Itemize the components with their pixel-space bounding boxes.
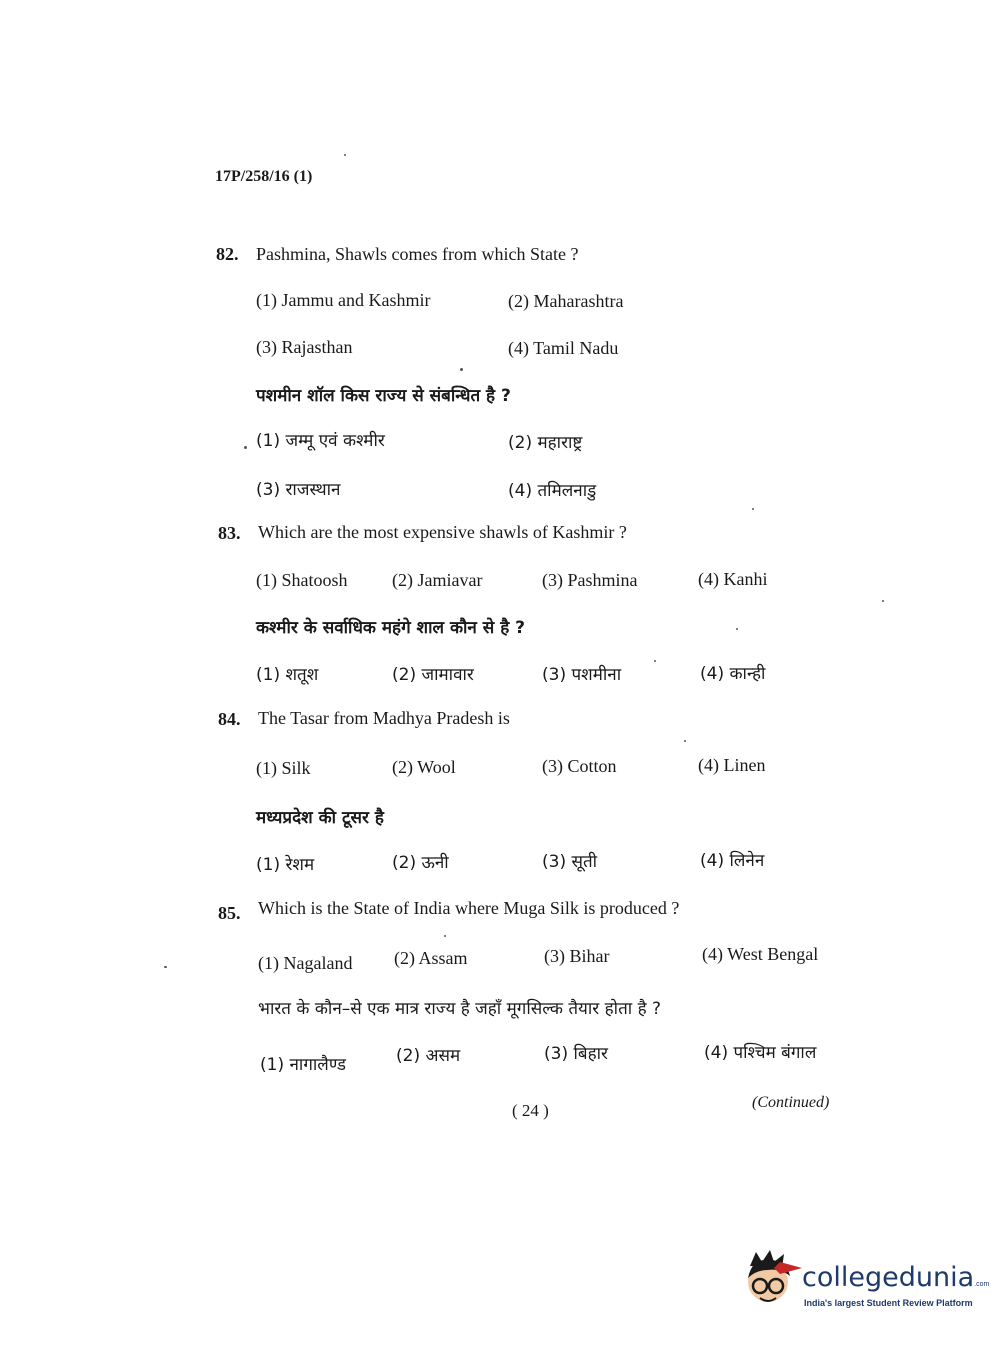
scan-speck bbox=[460, 368, 463, 371]
scan-speck bbox=[882, 600, 884, 602]
question-text-hi: भारत के कौन–से एक मात्र राज्य है जहाँ मूगसिल्क तैयार होता है ? bbox=[258, 999, 662, 1019]
scan-speck bbox=[684, 740, 686, 742]
question-number: 84. bbox=[218, 709, 241, 729]
option-hi-3: (3) सूती bbox=[542, 852, 598, 872]
page-number: ( 24 ) bbox=[512, 1101, 549, 1120]
option-en-4: (4) Kanhi bbox=[698, 569, 768, 589]
option-en-1: (1) Nagaland bbox=[258, 953, 353, 973]
option-hi-2: (2) जामावार bbox=[392, 665, 474, 685]
scan-speck bbox=[654, 660, 656, 662]
scan-speck bbox=[164, 966, 167, 968]
option-hi-1: (1) जम्मू एवं कश्मीर bbox=[256, 431, 385, 451]
question-text-hi: कश्मीर के सर्वाधिक महंगे शाल कौन से है ? bbox=[256, 618, 525, 638]
option-hi-2: (2) महाराष्ट्र bbox=[508, 433, 583, 453]
question-text-hi: पशमीन शॉल किस राज्य से संबन्धित है ? bbox=[256, 386, 511, 406]
option-en-4: (4) West Bengal bbox=[702, 944, 819, 964]
question-text-en: Which are the most expensive shawls of Kashmir ? bbox=[258, 522, 627, 542]
option-hi-4: (4) पश्चिम बंगाल bbox=[704, 1043, 817, 1063]
question-text-en: Which is the State of India where Muga Silk is produced ? bbox=[258, 898, 680, 918]
scan-speck bbox=[752, 508, 754, 510]
option-hi-2: (2) असम bbox=[396, 1046, 461, 1066]
option-en-1: (1) Silk bbox=[256, 758, 311, 778]
brand-tagline: India's largest Student Review Platform bbox=[804, 1298, 973, 1308]
question-text-hi: मध्यप्रदेश की टूसर है bbox=[256, 808, 384, 828]
option-en-3: (3) Pashmina bbox=[542, 570, 638, 590]
option-hi-3: (3) राजस्थान bbox=[256, 480, 341, 500]
option-hi-3: (3) बिहार bbox=[544, 1044, 608, 1064]
option-hi-4: (4) कान्ही bbox=[700, 664, 766, 684]
option-hi-1: (1) नागालैण्ड bbox=[260, 1055, 346, 1075]
option-en-3: (3) Rajasthan bbox=[256, 337, 353, 357]
question-text-en: Pashmina, Shawls comes from which State ? bbox=[256, 244, 579, 264]
scan-speck bbox=[344, 154, 346, 156]
option-en-2: (2) Jamiavar bbox=[392, 570, 483, 590]
question-number: 83. bbox=[218, 523, 241, 543]
option-en-2: (2) Wool bbox=[392, 757, 456, 777]
option-en-2: (2) Assam bbox=[394, 948, 468, 968]
question-number: 85. bbox=[218, 903, 241, 923]
continued-label: (Continued) bbox=[752, 1094, 830, 1111]
brand-suffix: .com bbox=[974, 1281, 990, 1288]
option-en-1: (1) Shatoosh bbox=[256, 570, 348, 590]
question-text-en: The Tasar from Madhya Pradesh is bbox=[258, 708, 510, 728]
paper-code: 17P/258/16 (1) bbox=[215, 168, 313, 185]
question-number: 82. bbox=[216, 244, 239, 264]
option-en-2: (2) Maharashtra bbox=[508, 291, 624, 311]
option-en-4: (4) Tamil Nadu bbox=[508, 338, 619, 358]
scan-speck bbox=[244, 446, 247, 449]
option-hi-1: (1) शतूश bbox=[256, 665, 319, 685]
scan-speck bbox=[736, 628, 738, 630]
option-hi-3: (3) पशमीना bbox=[542, 665, 622, 685]
mascot-icon bbox=[740, 1248, 802, 1312]
option-hi-4: (4) लिनेन bbox=[700, 851, 765, 871]
option-hi-2: (2) ऊनी bbox=[392, 853, 449, 873]
brand-name: collegedunia bbox=[802, 1262, 975, 1293]
option-en-1: (1) Jammu and Kashmir bbox=[256, 290, 431, 310]
scan-speck bbox=[444, 935, 446, 937]
option-en-3: (3) Cotton bbox=[542, 756, 617, 776]
option-hi-1: (1) रेशम bbox=[256, 855, 315, 875]
option-en-3: (3) Bihar bbox=[544, 946, 610, 966]
option-en-4: (4) Linen bbox=[698, 755, 766, 775]
option-hi-4: (4) तमिलनाडु bbox=[508, 481, 597, 501]
